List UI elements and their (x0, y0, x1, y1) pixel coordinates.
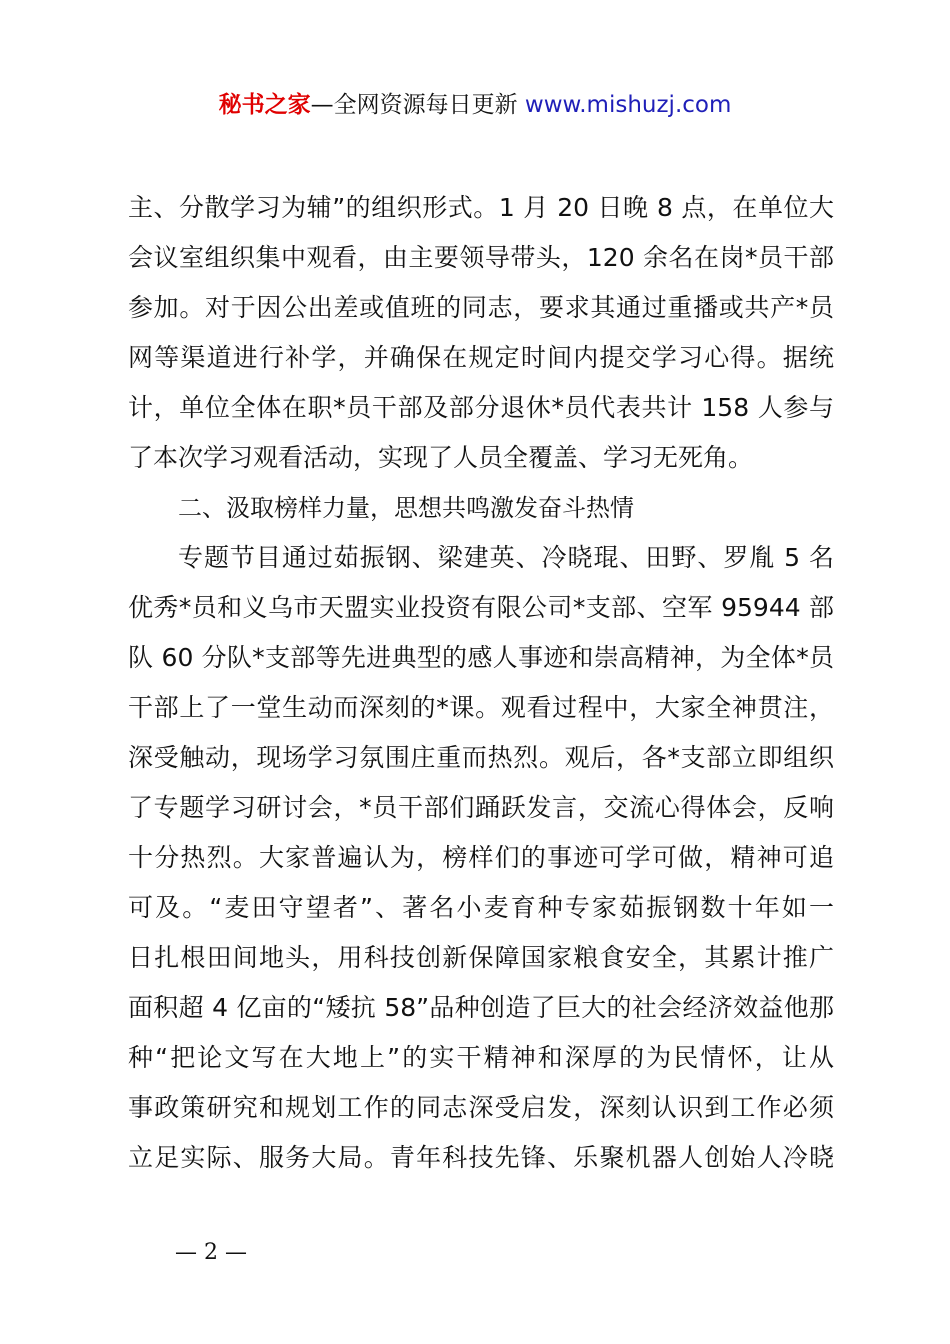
site-header (0, 88, 950, 122)
paragraph-line: 干部上了一堂生动而深刻的*课。观看过程中，大家全神贯注， (128, 693, 834, 722)
header-tagline: —全网资源每日更新 (310, 92, 525, 118)
paragraph-line: 了本次学习观看活动，实现了人员全覆盖、学习无死角。 (128, 443, 754, 472)
paragraph-line: 计，单位全体在职*员干部及部分退休*员代表共计 158 人参与 (128, 393, 834, 422)
paragraph-line: 面积超 4 亿亩的“矮抗 58”品种创造了巨大的社会经济效益他那 (128, 993, 834, 1022)
paragraph-line: 种“把论文写在大地上”的实干精神和深厚的为民情怀，让从 (128, 1043, 834, 1072)
paragraph-line: 日扎根田间地头，用科技创新保障国家粮食安全，其累计推广 (128, 943, 834, 972)
paragraph-line: 网等渠道进行补学，并确保在规定时间内提交学习心得。据统 (128, 343, 834, 372)
paragraph-line: 主、分散学习为辅”的组织形式。1 月 20 日晚 8 点，在单位大 (128, 193, 834, 222)
paragraph-line: 队 60 分队*支部等先进典型的感人事迹和崇高精神，为全体*员 (128, 643, 834, 672)
paragraph-line: 十分热烈。大家普遍认为，榜样们的事迹可学可做，精神可追 (128, 843, 834, 872)
paragraph-line: 了专题学习研讨会，*员干部们踊跃发言，交流心得体会，反响 (128, 793, 834, 822)
page-number: — 2 — (175, 1240, 247, 1265)
paragraph-line: 可及。“麦田守望者”、著名小麦育种专家茹振钢数十年如一 (128, 893, 834, 922)
paragraph-line: 深受触动，现场学习氛围庄重而热烈。观后，各*支部立即组织 (128, 743, 834, 772)
paragraph-line: 立足实际、服务大局。青年科技先锋、乐聚机器人创始人冷晓 (128, 1143, 834, 1172)
paragraph-line: 事政策研究和规划工作的同志深受启发，深刻认识到工作必须 (128, 1093, 834, 1122)
paragraph-line: 专题节目通过茹振钢、梁建英、冷晓琨、田野、罗胤 5 名 (178, 543, 834, 572)
site-url[interactable]: www.mishuzj.com (524, 92, 732, 118)
paragraph-line: 参加。对于因公出差或值班的同志，要求其通过重播或共产*员 (128, 293, 834, 322)
paragraph-line: 会议室组织集中观看，由主要领导带头，120 余名在岗*员干部 (128, 243, 834, 272)
brand-name: 秘书之家 (218, 92, 311, 118)
section-heading: 二、汲取榜样力量，思想共鸣激发奋斗热情 (178, 494, 634, 522)
document-body (128, 183, 834, 1183)
paragraph-line: 优秀*员和义乌市天盟实业投资有限公司*支部、空军 95944 部 (128, 593, 834, 622)
